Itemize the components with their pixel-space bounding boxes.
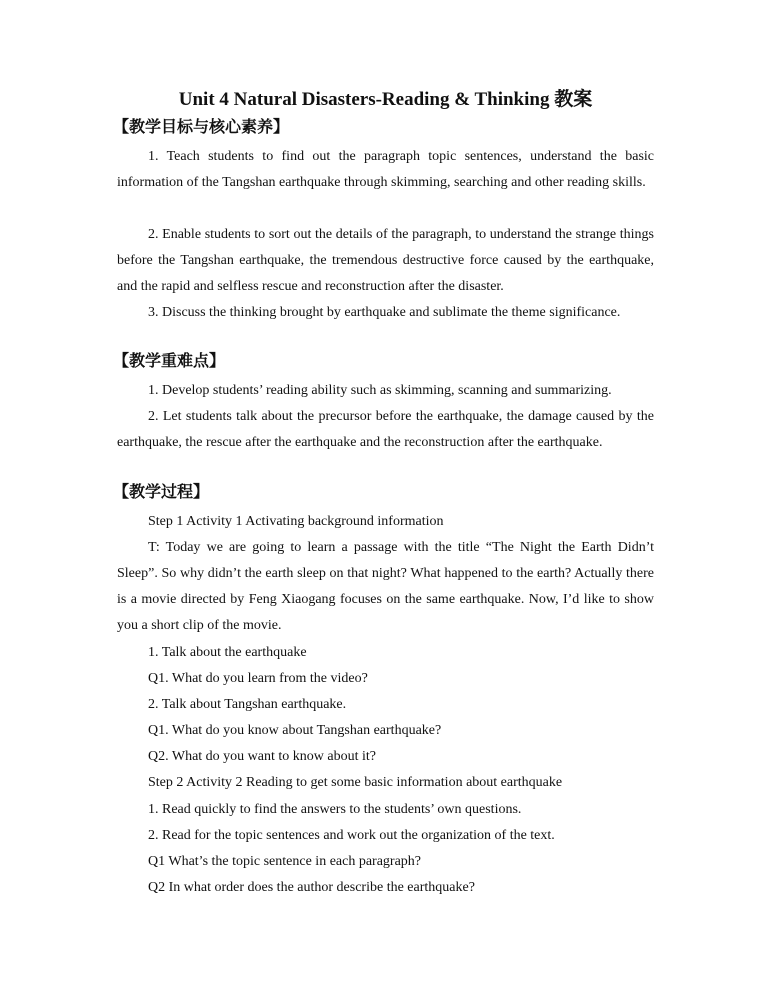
paragraph: 3. Discuss the thinking brought by earthquake and sublimate the theme significance. [148, 305, 621, 320]
list-item: 1. Read quickly to find the answers to the students’ own questions. [148, 802, 522, 817]
step-line: Step 2 Activity 2 Reading to get some basic information about earthquake [148, 775, 563, 790]
paragraph: 2. Enable students to sort out the details of the paragraph, to understand the strange things before the Tangshan earthquake, the tremendous destructive force caused by the earthquake, and the rapid and selfless rescue and reconstruction after the disaster. [117, 227, 654, 294]
paragraph: T: Today we are going to learn a passage with the title “The Night the Earth Didn’t Sleep”. So why didn’t the earth sleep on that night? What happened to the earth? Actually there is a movie directed by Feng Xiaogang focuses on the same earthquake. Now, I’d like to show you a short clip of the movie. [117, 540, 654, 633]
paragraph: 1. Develop students’ reading ability such as skimming, scanning and summarizing. [148, 383, 612, 398]
paragraph: 2. Let students talk about the precursor before the earthquake, the damage caused by the earthquake, the rescue after the earthquake and the reconstruction after the earthquake. [117, 409, 654, 450]
list-item: 2. Talk about Tangshan earthquake. [148, 697, 347, 712]
question-item: Q1. What do you know about Tangshan earthquake? [148, 723, 442, 738]
section-heading-process: 【教学过程】 [113, 484, 210, 501]
question-item: Q2. What do you want to know about it? [148, 749, 376, 764]
step-line: Step 1 Activity 1 Activating background information [148, 514, 444, 529]
question-item: Q2 In what order does the author describe the earthquake? [148, 880, 475, 895]
list-item: 1. Talk about the earthquake [148, 645, 307, 660]
list-item: 2. Read for the topic sentences and work out the organization of the text. [148, 828, 555, 843]
question-item: Q1. What do you learn from the video? [148, 671, 368, 686]
document-title: Unit 4 Natural Disasters-Reading & Thinking 教案 [178, 89, 593, 110]
section-heading-key-points: 【教学重难点】 [113, 353, 226, 370]
question-item: Q1 What’s the topic sentence in each paragraph? [148, 854, 422, 869]
section-heading-objectives: 【教学目标与核心素养】 [113, 119, 290, 136]
paragraph: 1. Teach students to find out the paragraph topic sentences, understand the basic information of the Tangshan earthquake through skimming, searching and other reading skills. [117, 149, 654, 190]
